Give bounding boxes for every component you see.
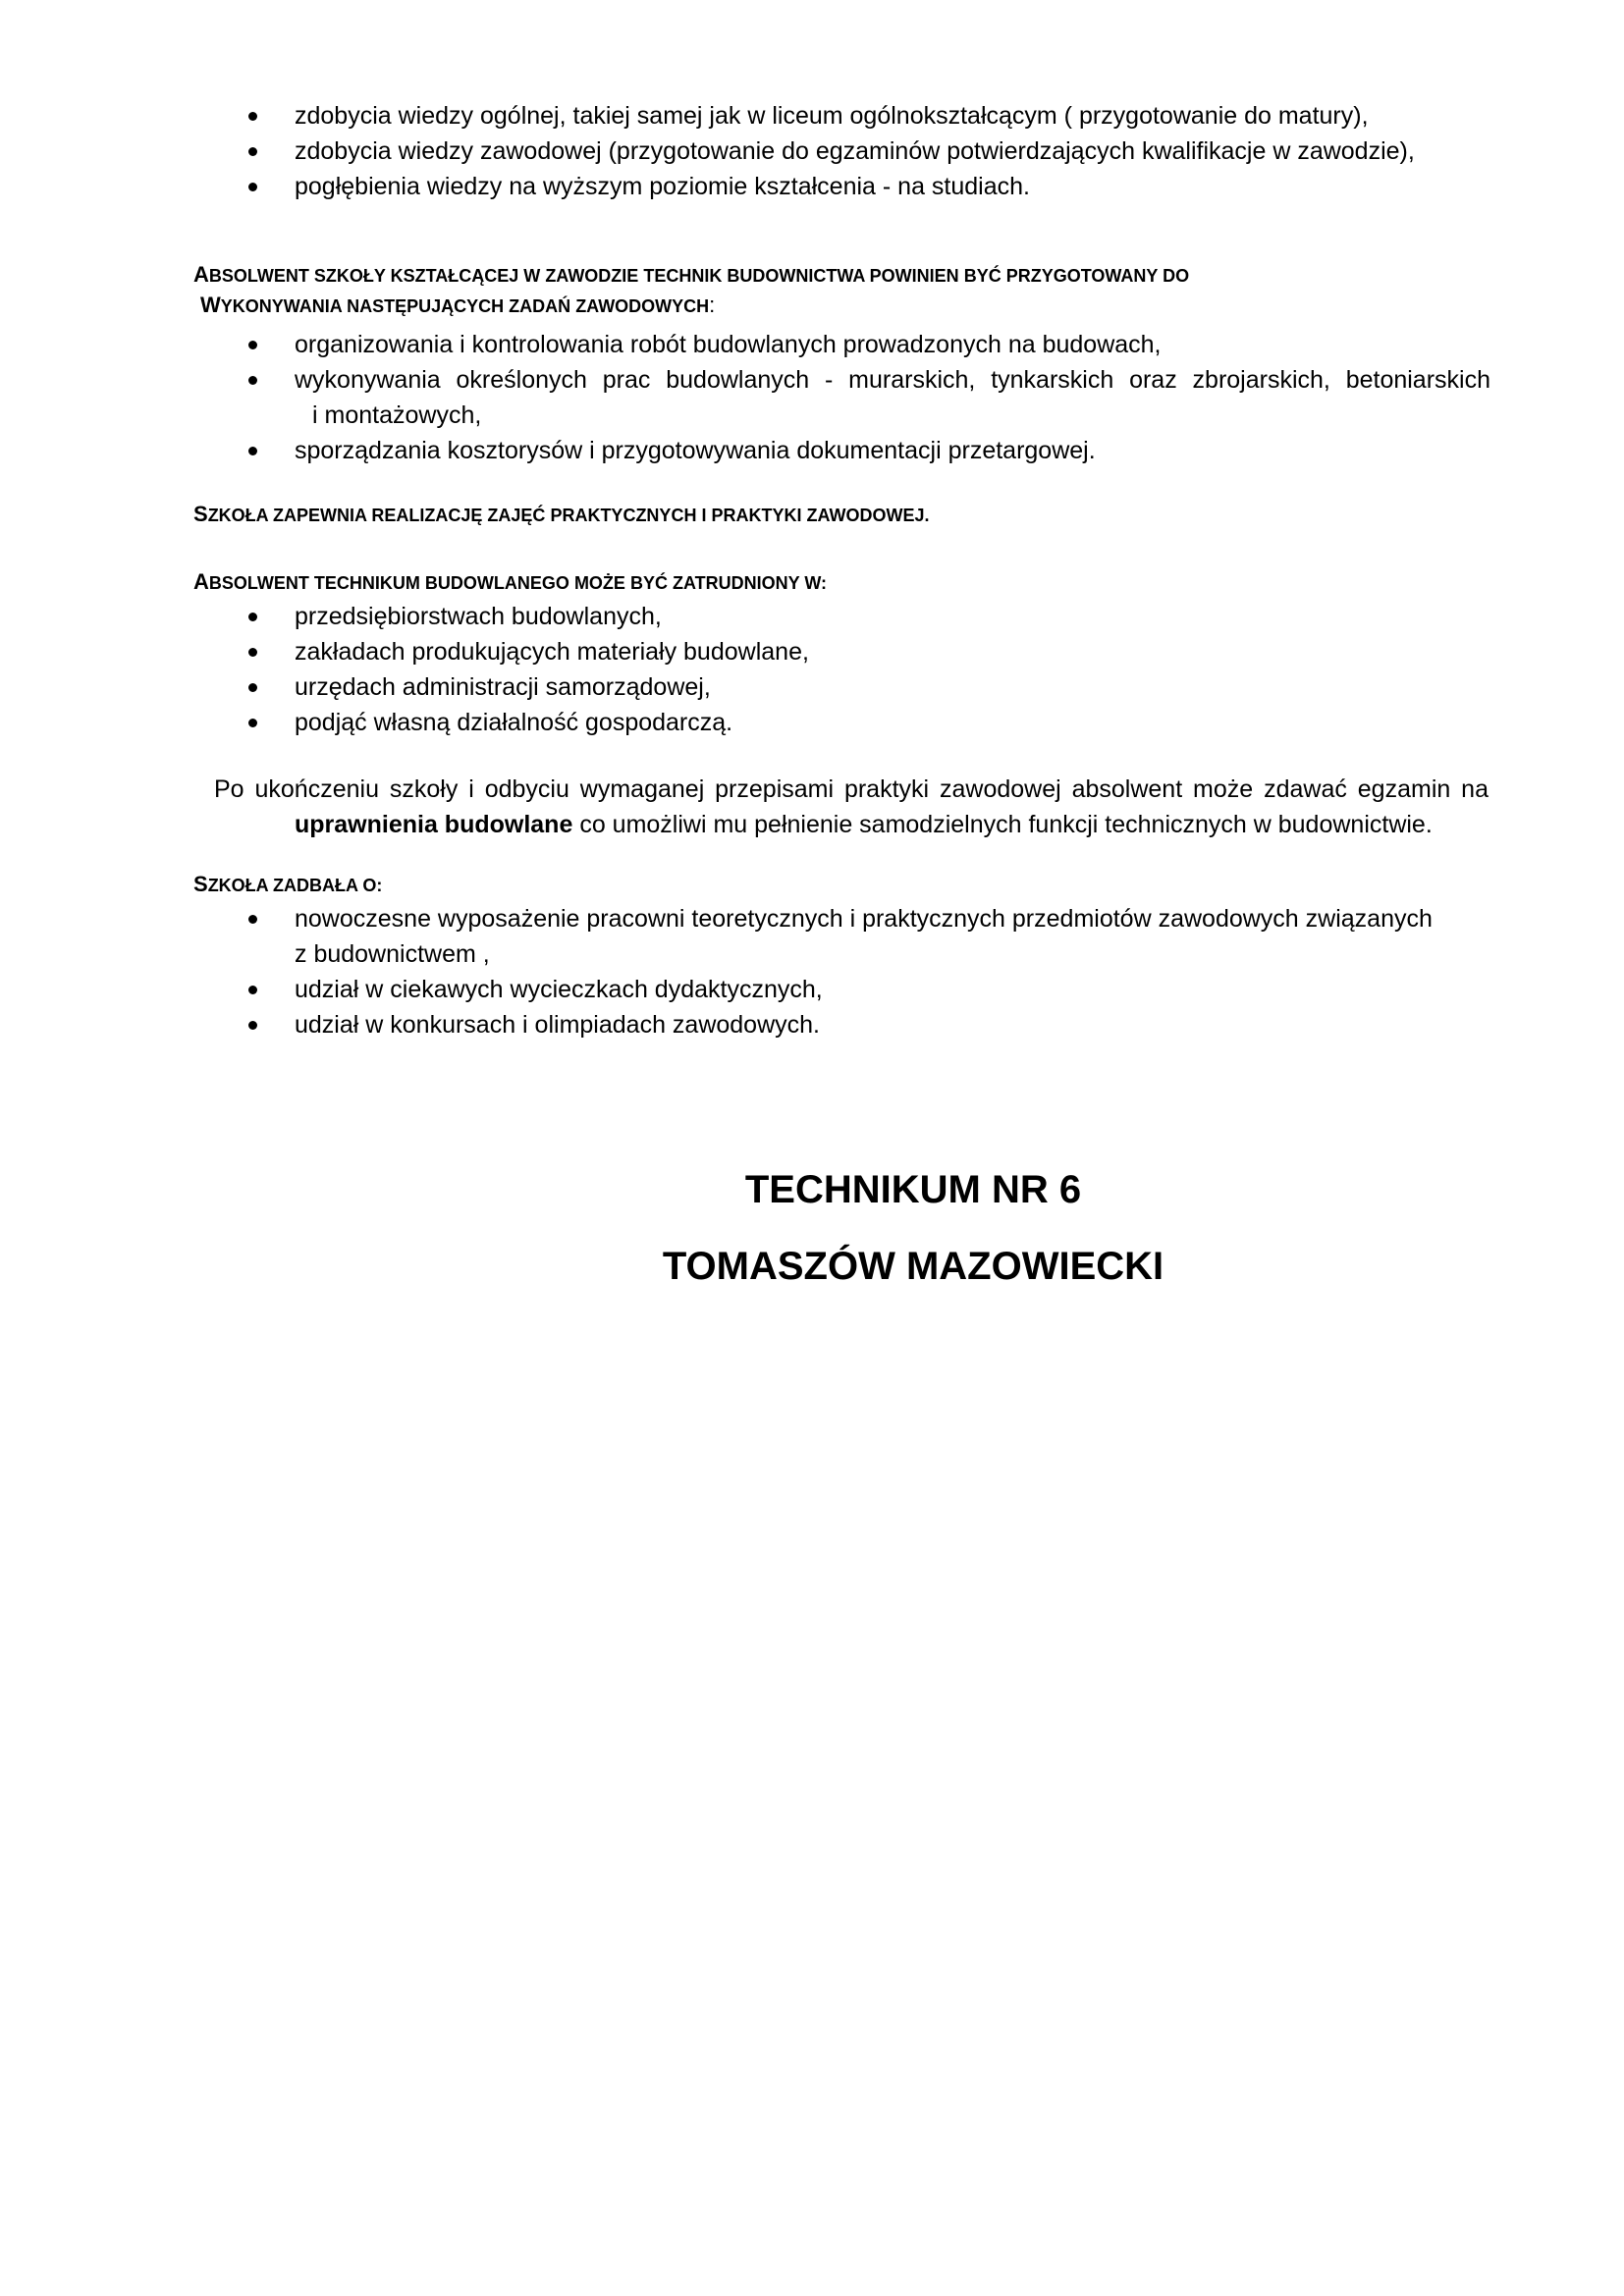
bullet-icon <box>248 648 257 657</box>
list-item-text: zakładach produkujących materiały budowlane, <box>295 638 809 666</box>
list-item-text: udział w ciekawych wycieczkach dydaktycznych, <box>295 976 823 1003</box>
bullet-icon <box>248 915 257 924</box>
list-item <box>0 433 1490 468</box>
list-item-text: pogłębienia wiedzy na wyższym poziomie kształcenia - na studiach. <box>295 173 1030 200</box>
bullet-icon <box>248 183 257 191</box>
paragraph-bold: uprawnienia budowlane <box>295 811 573 838</box>
qualification-paragraph <box>214 772 1489 842</box>
list-item <box>0 669 1490 705</box>
paragraph-line2 <box>214 807 1489 842</box>
bullet-icon <box>248 986 257 994</box>
bullet-icon <box>248 1021 257 1030</box>
bullet-icon <box>248 683 257 692</box>
list-item-text: nowoczesne wyposażenie pracowni teoretycznych i praktycznych przedmiotów zawodowych związanych <box>295 905 1433 933</box>
list-item <box>0 327 1490 362</box>
bullet-icon <box>248 447 257 455</box>
school-name-title: TECHNIKUM NR 6 <box>744 1168 1082 1211</box>
list-item-text-continued: i montażowych, <box>312 401 482 429</box>
list-item <box>0 599 1490 634</box>
list-item <box>0 1007 1490 1042</box>
school-list <box>0 901 1624 1042</box>
bullet-icon <box>248 112 257 121</box>
list-item <box>0 98 1490 133</box>
list-item-text: zdobycia wiedzy zawodowej (przygotowanie do egzaminów potwierdzających kwalifikacje w zawodzie), <box>295 137 1415 165</box>
tasks-heading-colon: : <box>709 293 716 317</box>
bullet-icon <box>248 719 257 727</box>
list-item <box>0 362 1490 433</box>
list-item-text: organizowania i kontrolowania robót budowlanych prowadzonych na budowach, <box>295 331 1162 358</box>
list-item-text: przedsiębiorstwach budowlanych, <box>295 603 662 630</box>
tasks-heading-line2: WYKONYWANIA NASTĘPUJĄCYCH ZADAŃ ZAWODOWYCH <box>200 293 710 317</box>
bullet-icon <box>248 613 257 621</box>
bullet-icon <box>248 376 257 385</box>
list-item-text: sporządzania kosztorysów i przygotowywania dokumentacji przetargowej. <box>295 437 1096 464</box>
practice-heading: SZKOŁA ZAPEWNIA REALIZACJĘ ZAJĘĆ PRAKTYCZNYCH I PRAKTYKI ZAWODOWEJ. <box>193 502 930 526</box>
intro-list <box>0 98 1624 204</box>
tasks-heading <box>193 260 1189 321</box>
school-city-title: TOMASZÓW MAZOWIECKI <box>662 1245 1164 1288</box>
tasks-heading-line2-wrap <box>193 291 1189 321</box>
list-item-text: wykonywania określonych prac budowlanych - murarskich, tynkarskich oraz zbrojarskich, betoniarskich <box>295 366 1490 394</box>
list-item-text: urzędach administracji samorządowej, <box>295 673 711 701</box>
employment-heading: ABSOLWENT TECHNIKUM BUDOWLANEGO MOŻE BYĆ ZATRUDNIONY W: <box>193 569 828 594</box>
list-item <box>0 972 1490 1007</box>
bullet-icon <box>248 341 257 349</box>
list-item <box>0 705 1490 740</box>
tasks-list <box>0 327 1624 468</box>
bullet-icon <box>248 147 257 156</box>
school-heading: SZKOŁA ZADBAŁA O: <box>193 872 383 896</box>
list-item-text: udział w konkursach i olimpiadach zawodowych. <box>295 1011 820 1039</box>
list-item <box>0 901 1490 972</box>
tasks-heading-line1: ABSOLWENT SZKOŁY KSZTAŁCĄCEJ W ZAWODZIE TECHNIK BUDOWNICTWA POWINIEN BYĆ PRZYGOTOWANY DO <box>193 262 1190 287</box>
list-item-text-continued: z budownictwem , <box>295 940 490 968</box>
list-item <box>0 133 1490 169</box>
paragraph-line1: Po ukończeniu szkoły i odbyciu wymaganej przepisami praktyki zawodowej absolwent może zdawać egzamin na <box>214 775 1489 803</box>
list-item-text: zdobycia wiedzy ogólnej, takiej samej jak w liceum ogólnokształcącym ( przygotowanie do matury), <box>295 102 1369 130</box>
list-item <box>0 634 1490 669</box>
list-item-text: podjąć własną działalność gospodarczą. <box>295 709 733 736</box>
list-item <box>0 169 1490 204</box>
paragraph-line2-rest: co umożliwi mu pełnienie samodzielnych funkcji technicznych w budownictwie. <box>572 811 1433 838</box>
employment-list <box>0 599 1624 740</box>
